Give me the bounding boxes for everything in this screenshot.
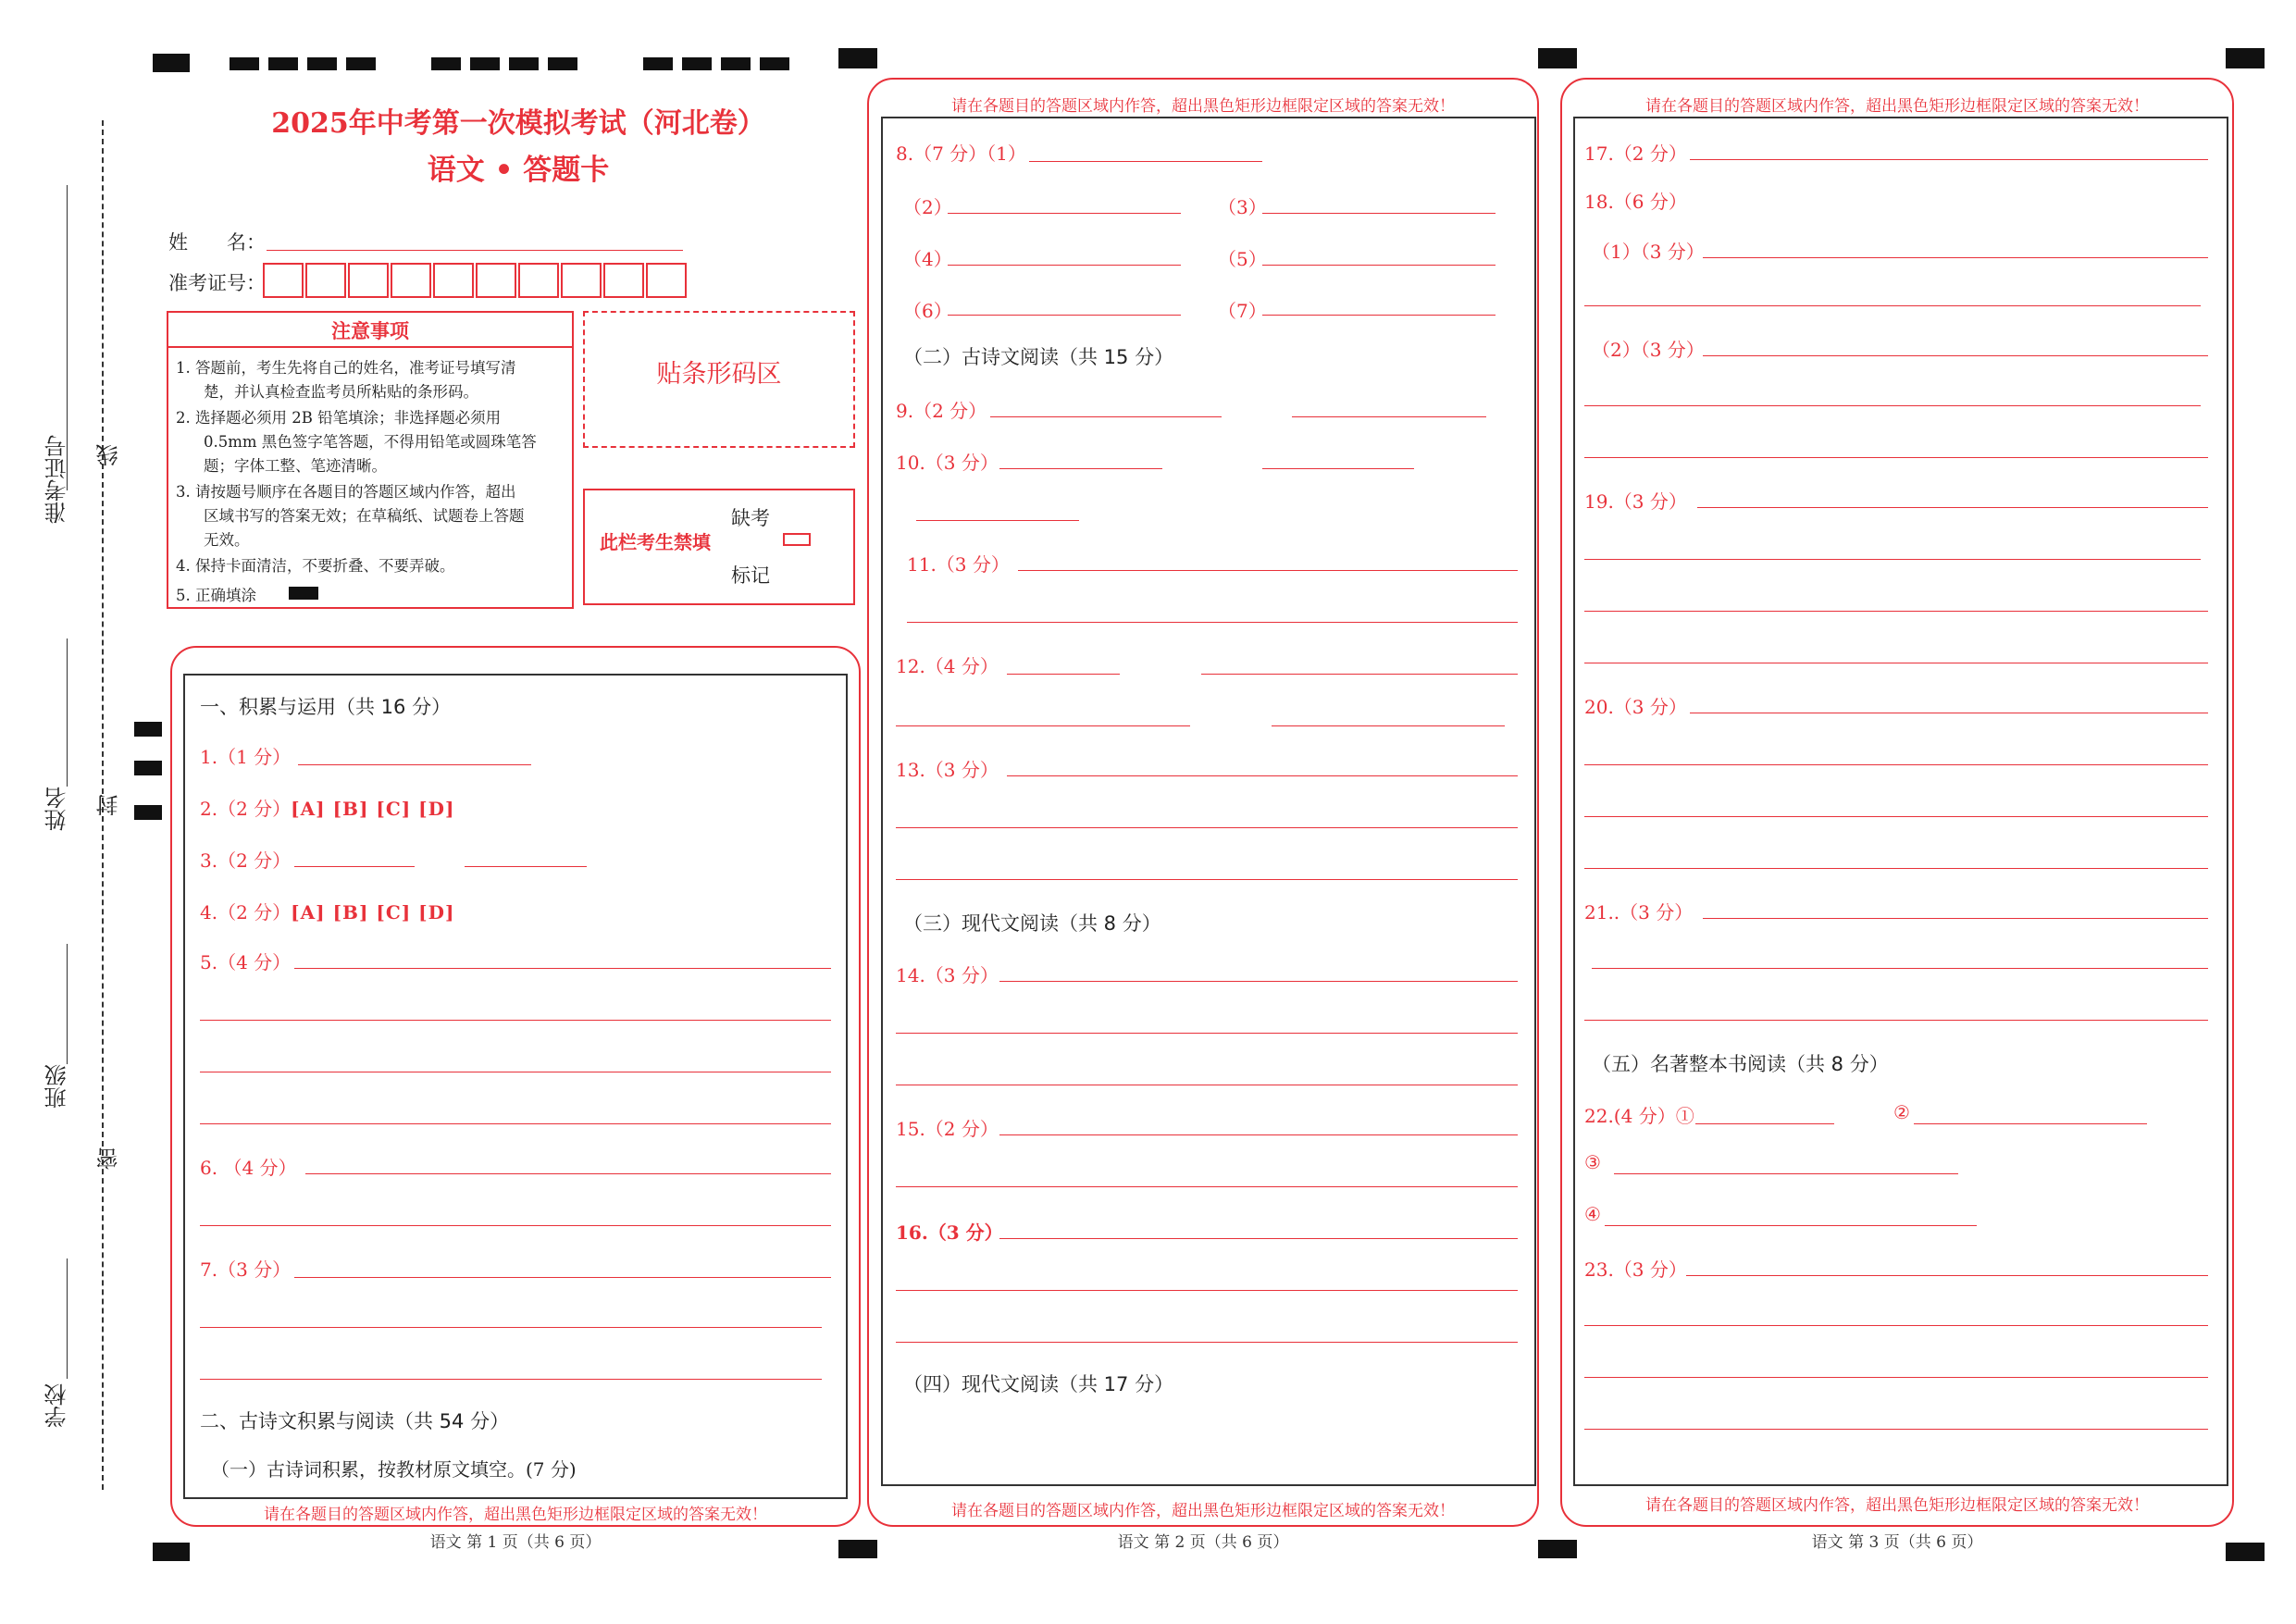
timing-mark — [431, 57, 461, 70]
q17-label: 17.（2 分） — [1584, 143, 1687, 165]
q21-label: 21..（3 分） — [1584, 901, 1694, 924]
answer-line[interactable] — [1584, 764, 2208, 765]
section-heading-2: 二、古诗文积累与阅读（共 54 分） — [200, 1410, 510, 1432]
id-label: 准考证号： — [168, 272, 266, 294]
answer-line[interactable] — [305, 1173, 831, 1174]
notice-item: 0.5mm 黑色签字笔答题，不得用铅笔或圆珠笔答 — [204, 433, 537, 451]
answer-line[interactable] — [1695, 1123, 1834, 1124]
answer-line[interactable] — [896, 1033, 1518, 1034]
answer-line[interactable] — [1697, 507, 2208, 508]
notice-item: 题；字体工整、笔迹清晰。 — [204, 457, 387, 475]
answer-line[interactable] — [1584, 1377, 2208, 1378]
q12-label: 12.（4 分） — [896, 655, 999, 677]
q18-label: 18.（6 分） — [1584, 191, 1687, 213]
notice-item: 区域书写的答案无效；在草稿纸、试题卷上答题 — [204, 507, 525, 525]
warning-header-page2: 请在各题目的答题区域内作答，超出黑色矩形边框限定区域的答案无效！ — [951, 97, 1455, 116]
field-line-school — [67, 1258, 68, 1379]
timing-mark — [760, 57, 789, 70]
timing-mark — [682, 57, 712, 70]
binding-word-seal: 封 — [96, 794, 122, 816]
timing-mark — [548, 57, 577, 70]
q4-choice-bubbles[interactable]: [A] [B] [C] [D] — [291, 901, 455, 924]
answer-line[interactable] — [294, 968, 831, 969]
q2-label — [200, 794, 454, 821]
answer-line[interactable] — [916, 520, 1079, 521]
notice-item: 2. 选择题必须用 2B 铅笔填涂；非选择题必须用 — [176, 409, 502, 427]
answer-line[interactable] — [465, 866, 587, 867]
q1-label: 1.（1 分） — [200, 746, 292, 768]
notice-item: 1. 答题前，考生先将自己的姓名，准考证号填写清 — [176, 359, 516, 377]
q8-part-6: （6） — [903, 300, 952, 322]
answer-line[interactable] — [999, 1134, 1518, 1135]
subsection-heading-1: （一）古诗词积累，按教材原文填空。(7 分) — [211, 1458, 577, 1481]
answer-line[interactable] — [1262, 213, 1496, 214]
id-digit-box[interactable] — [263, 263, 304, 298]
timing-mark — [838, 48, 877, 68]
answer-line[interactable] — [1201, 674, 1518, 675]
absent-label: 缺考 — [731, 507, 770, 529]
timing-mark — [134, 805, 162, 820]
answer-line[interactable] — [1690, 159, 2208, 160]
page-number-2: 语文 第 2 页（共 6 页） — [1117, 1533, 1289, 1552]
id-digit-box[interactable] — [348, 263, 389, 298]
answer-line[interactable] — [948, 213, 1181, 214]
q6-label: 6. （4 分） — [200, 1157, 297, 1179]
answer-line[interactable] — [200, 1379, 822, 1380]
id-digit-box[interactable] — [433, 263, 474, 298]
answer-line[interactable] — [1584, 405, 2201, 406]
name-field[interactable] — [267, 250, 683, 251]
id-digit-box[interactable] — [646, 263, 687, 298]
notice-item: 无效。 — [204, 531, 250, 549]
filled-bubble-example — [289, 587, 318, 600]
answer-line[interactable] — [990, 416, 1222, 417]
subsection-heading-2: （二）古诗文阅读（共 15 分） — [903, 346, 1174, 368]
answer-line[interactable] — [896, 879, 1518, 880]
notice-item: 4. 保持卡面清洁，不要折叠、不要弄破。 — [176, 557, 455, 575]
q23-label: 23.（3 分） — [1584, 1258, 1687, 1281]
timing-mark — [346, 57, 376, 70]
timing-mark — [307, 57, 337, 70]
timing-mark — [509, 57, 539, 70]
timing-mark — [153, 54, 190, 72]
answer-line[interactable] — [1292, 416, 1486, 417]
timing-mark — [470, 57, 500, 70]
answer-line[interactable] — [907, 622, 1518, 623]
answer-line[interactable] — [999, 1238, 1518, 1239]
side-label-class: 班级 — [44, 1064, 70, 1109]
side-label-school: 学校 — [44, 1383, 70, 1428]
id-digit-box[interactable] — [518, 263, 559, 298]
answer-line[interactable] — [1584, 1020, 2208, 1021]
q3-label: 3.（2 分） — [200, 849, 292, 872]
answer-line[interactable] — [1262, 315, 1496, 316]
answer-line[interactable] — [1703, 918, 2208, 919]
q4-number: 4.（2 分） — [200, 901, 292, 924]
warning-footer-page1: 请在各题目的答题区域内作答，超出黑色矩形边框限定区域的答案无效！ — [264, 1506, 767, 1524]
answer-line[interactable] — [1584, 868, 2208, 869]
answer-line[interactable] — [1584, 1429, 2208, 1430]
answer-line[interactable] — [1592, 968, 2208, 969]
q20-label: 20.（3 分） — [1584, 696, 1687, 718]
section-heading-1: 一、积累与运用（共 16 分） — [200, 696, 452, 718]
absent-bubble[interactable] — [783, 533, 811, 546]
answer-line[interactable] — [896, 1186, 1518, 1187]
q22-part-2: ② — [1893, 1101, 1910, 1123]
answer-line[interactable] — [1703, 355, 2208, 356]
answer-line[interactable] — [948, 315, 1181, 316]
answer-line[interactable] — [1584, 816, 2208, 817]
q8-part-7: （7） — [1218, 300, 1267, 322]
answer-line[interactable] — [1262, 468, 1414, 469]
q16-label-text: 16.（3 分） — [896, 1221, 1003, 1244]
answer-line[interactable] — [1584, 1325, 2208, 1326]
answer-line[interactable] — [1914, 1123, 2147, 1124]
answer-line[interactable] — [896, 725, 1190, 726]
id-digit-box[interactable] — [391, 263, 431, 298]
q8-label: 8.（7 分）（1） — [896, 143, 1026, 165]
answer-line[interactable] — [1584, 559, 2201, 560]
answer-line[interactable] — [1029, 161, 1262, 162]
answer-line[interactable] — [200, 1327, 822, 1328]
timing-mark — [268, 57, 298, 70]
binding-word-line: 线 — [96, 444, 122, 466]
answer-line[interactable] — [1605, 1225, 1977, 1226]
id-digit-box[interactable] — [603, 263, 644, 298]
subsection-heading-4: （四）现代文阅读（共 17 分） — [903, 1373, 1174, 1395]
answer-line[interactable] — [896, 827, 1518, 828]
answer-line[interactable] — [1007, 775, 1518, 776]
answer-line[interactable] — [1686, 1275, 2208, 1276]
q7-label: 7.（3 分） — [200, 1258, 292, 1281]
page-number-3: 语文 第 3 页（共 6 页） — [1811, 1533, 1983, 1552]
q22-part-4: ④ — [1584, 1203, 1601, 1225]
timing-mark — [134, 722, 162, 737]
notice-title: 注意事项 — [331, 320, 409, 342]
timing-mark — [230, 57, 259, 70]
q13-label: 13.（3 分） — [896, 759, 999, 781]
notice-item: 楚，并认真检查监考员所粘贴的条形码。 — [204, 383, 478, 401]
absent-forbid-label: 此栏考生禁填 — [600, 531, 711, 553]
answer-line[interactable] — [294, 866, 415, 867]
id-digit-box[interactable] — [561, 263, 602, 298]
answer-line[interactable] — [298, 764, 531, 765]
answer-line[interactable] — [999, 981, 1518, 982]
side-label-name: 姓名 — [44, 787, 70, 831]
timing-mark — [643, 57, 673, 70]
subsection-heading-5: （五）名著整本书阅读（共 8 分） — [1592, 1053, 1889, 1075]
subsection-heading-3: （三）现代文阅读（共 8 分） — [903, 912, 1161, 935]
barcode-label: 贴条形码区 — [656, 360, 782, 389]
answer-frame-page2 — [881, 117, 1536, 1486]
q8-part-3: （3） — [1218, 196, 1267, 218]
id-digit-box[interactable] — [476, 263, 516, 298]
exam-subtitle: 语文 • 答题卡 — [427, 154, 610, 187]
answer-line[interactable] — [1262, 265, 1496, 266]
field-line-name — [67, 638, 68, 787]
q5-label: 5.（4 分） — [200, 951, 292, 973]
answer-line[interactable] — [1272, 725, 1505, 726]
answer-line[interactable] — [896, 1342, 1518, 1343]
name-label: 姓 名： — [168, 231, 266, 254]
answer-line[interactable] — [200, 1020, 831, 1021]
side-label-id: 准考证号 — [44, 435, 70, 524]
answer-line[interactable] — [999, 468, 1162, 469]
timing-mark — [1538, 48, 1577, 68]
q4-label — [200, 898, 454, 924]
q2-choice-bubbles[interactable]: [A] [B] [C] [D] — [291, 798, 455, 820]
q14-label: 14.（3 分） — [896, 964, 999, 986]
notice-item: 3. 请按题号顺序在各题目的答题区域内作答，超出 — [176, 483, 516, 501]
exam-title: 2025年中考第一次模拟考试（河北卷） — [271, 107, 765, 140]
q9-label: 9.（2 分） — [896, 400, 987, 422]
answer-line[interactable] — [1007, 674, 1120, 675]
q8-part-4: （4） — [903, 248, 952, 270]
q11-label: 11.（3 分） — [907, 553, 1010, 576]
answer-line[interactable] — [200, 1123, 831, 1124]
answer-line[interactable] — [294, 1277, 831, 1278]
answer-line[interactable] — [200, 1225, 831, 1226]
binding-word-secret: 密 — [96, 1147, 122, 1170]
answer-line[interactable] — [1584, 457, 2208, 458]
q16-label — [896, 1218, 1003, 1245]
answer-line[interactable] — [1584, 305, 2201, 306]
notice-title-divider — [167, 346, 574, 348]
q2-number: 2.（2 分） — [200, 798, 292, 820]
q22-part-3: ③ — [1584, 1151, 1601, 1173]
answer-line[interactable] — [896, 1290, 1518, 1291]
answer-line[interactable] — [948, 265, 1181, 266]
q22-label: 22.(4 分）① — [1584, 1105, 1694, 1127]
q18-2-label: （2）（3 分） — [1592, 339, 1705, 361]
q15-label: 15.（2 分） — [896, 1118, 999, 1140]
warning-footer-page2: 请在各题目的答题区域内作答，超出黑色矩形边框限定区域的答案无效！ — [951, 1502, 1455, 1520]
answer-line[interactable] — [1703, 257, 2208, 258]
id-digit-box[interactable] — [305, 263, 346, 298]
q10-label: 10.（3 分） — [896, 452, 999, 474]
absent-mark-label: 标记 — [731, 564, 770, 587]
notice-item: 5. 正确填涂 — [176, 587, 256, 604]
timing-mark — [2226, 48, 2265, 68]
q8-part-2: （2） — [903, 196, 952, 218]
answer-line[interactable] — [1614, 1173, 1958, 1174]
q18-1-label: （1）（3 分） — [1592, 241, 1705, 263]
page-number-1: 语文 第 1 页（共 6 页） — [429, 1533, 602, 1552]
answer-line[interactable] — [1584, 611, 2208, 612]
timing-mark — [721, 57, 751, 70]
warning-header-page3: 请在各题目的答题区域内作答，超出黑色矩形边框限定区域的答案无效！ — [1645, 97, 2149, 116]
warning-footer-page3: 请在各题目的答题区域内作答，超出黑色矩形边框限定区域的答案无效！ — [1645, 1496, 2149, 1515]
q8-part-5: （5） — [1218, 248, 1267, 270]
q19-label: 19.（3 分） — [1584, 490, 1687, 513]
answer-line[interactable] — [1018, 570, 1518, 571]
field-line-class — [67, 944, 68, 1064]
timing-mark — [134, 761, 162, 775]
